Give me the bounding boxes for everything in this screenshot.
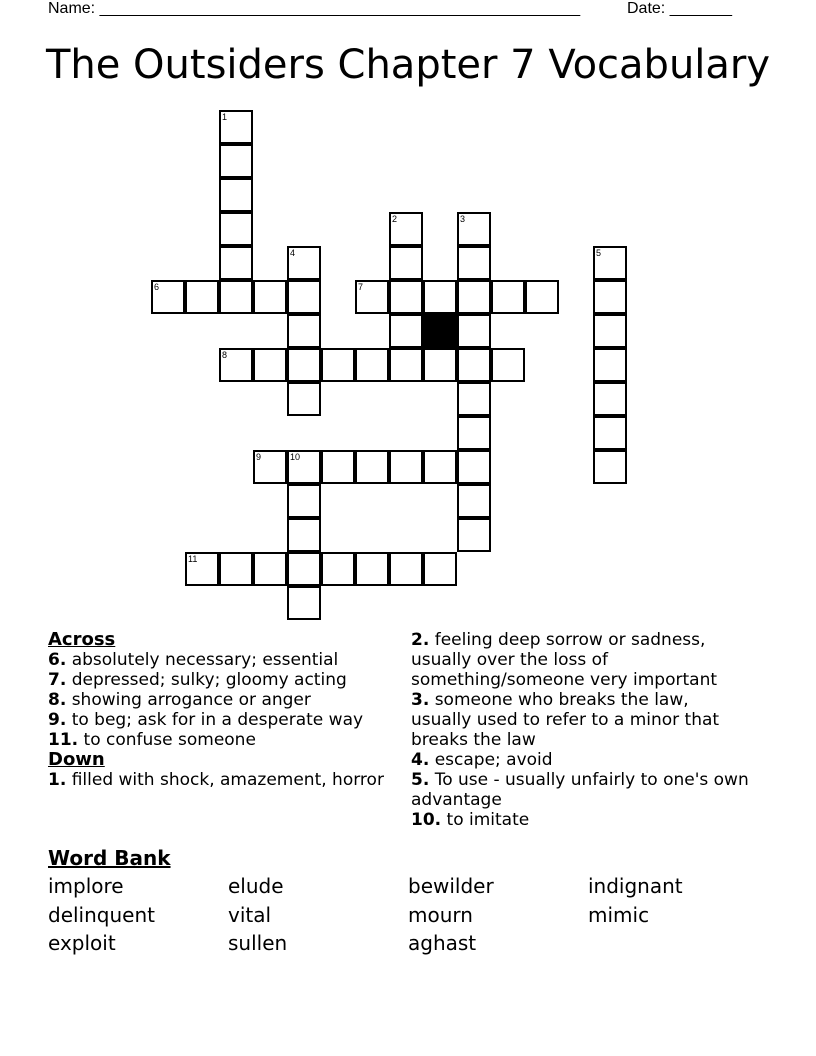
crossword-cell[interactable]	[491, 348, 525, 382]
crossword-cell[interactable]	[321, 552, 355, 586]
crossword-cell[interactable]	[491, 280, 525, 314]
crossword-cell[interactable]	[457, 518, 491, 552]
clue-text: To use - usually unfairly to one's own advantage	[411, 770, 749, 810]
clue-number: 9	[256, 452, 262, 462]
crossword-cell[interactable]	[593, 280, 627, 314]
word-bank-item: mimic	[588, 902, 650, 927]
word-bank-item: sullen	[228, 931, 288, 955]
crossword-cell[interactable]	[287, 484, 321, 518]
crossword-cell[interactable]	[389, 552, 423, 586]
clue-number: 5.	[411, 770, 430, 790]
crossword-cell[interactable]	[457, 212, 491, 246]
crossword-cell[interactable]	[457, 348, 491, 382]
crossword-cell[interactable]	[593, 450, 627, 484]
crossword-cell[interactable]	[253, 552, 287, 586]
date-field-label: Date: _______	[627, 0, 732, 17]
word-bank-item: indignant	[588, 874, 683, 898]
crossword-cell[interactable]	[253, 280, 287, 314]
crossword-cell[interactable]	[525, 280, 559, 314]
crossword-cell[interactable]	[321, 450, 355, 484]
clue-item	[48, 690, 388, 710]
clue-number: 8	[222, 350, 228, 360]
crossword-cell[interactable]	[253, 450, 287, 484]
clue-number: 10	[290, 452, 301, 462]
clue-item	[48, 770, 388, 790]
clue-item	[411, 690, 751, 750]
clue-item	[48, 730, 388, 750]
clue-number: 11.	[48, 730, 79, 750]
crossword-cell[interactable]	[593, 382, 627, 416]
crossword-cell[interactable]	[219, 144, 253, 178]
page-title: The Outsiders Chapter 7 Vocabulary	[45, 42, 771, 88]
clues-right-column	[411, 630, 751, 830]
down-clue-list	[48, 770, 388, 790]
crossword-cell[interactable]	[355, 552, 389, 586]
clues-left-column	[48, 630, 388, 790]
name-field-label: Name: ______________________________________________________	[48, 0, 581, 17]
word-bank-title: Word Bank	[48, 846, 171, 870]
crossword-cell[interactable]	[457, 246, 491, 280]
clue-item	[411, 630, 751, 690]
crossword-cell[interactable]	[593, 314, 627, 348]
blocked-cell	[423, 314, 457, 348]
crossword-cell[interactable]	[389, 280, 423, 314]
word-bank-item: elude	[228, 874, 284, 898]
word-bank	[48, 874, 768, 960]
clue-number: 2	[392, 214, 398, 224]
clue-text: filled with shock, amazement, horror	[71, 770, 384, 790]
crossword-cell[interactable]	[423, 450, 457, 484]
clue-number: 8.	[48, 690, 67, 710]
clue-number: 7.	[48, 670, 67, 690]
crossword-cell[interactable]	[355, 450, 389, 484]
crossword-cell[interactable]	[457, 484, 491, 518]
crossword-cell[interactable]	[287, 348, 321, 382]
clue-text: to imitate	[446, 810, 530, 830]
word-bank-item: exploit	[48, 931, 116, 955]
clue-number: 1	[222, 112, 228, 122]
clue-text: absolutely necessary; essential	[71, 650, 339, 670]
clue-item	[48, 710, 388, 730]
crossword-cell[interactable]	[457, 450, 491, 484]
clue-number: 2.	[411, 630, 430, 650]
clue-number: 6.	[48, 650, 67, 670]
crossword-cell[interactable]	[185, 552, 219, 586]
clue-number: 9.	[48, 710, 67, 730]
clue-number: 5	[596, 248, 602, 258]
clue-number: 1.	[48, 770, 67, 790]
clue-number: 11	[188, 554, 198, 564]
crossword-cell[interactable]	[219, 178, 253, 212]
clue-item	[48, 650, 388, 670]
crossword-cell[interactable]	[423, 280, 457, 314]
clue-number: 3	[460, 214, 466, 224]
crossword-cell[interactable]	[219, 246, 253, 280]
clue-number: 6	[154, 282, 160, 292]
crossword-cell[interactable]	[287, 382, 321, 416]
crossword-cell[interactable]	[593, 246, 627, 280]
crossword-cell[interactable]	[287, 518, 321, 552]
crossword-cell[interactable]	[219, 280, 253, 314]
crossword-cell[interactable]	[355, 348, 389, 382]
crossword-cell[interactable]	[389, 450, 423, 484]
word-bank-item: aghast	[408, 931, 477, 955]
crossword-cell[interactable]	[457, 416, 491, 450]
across-clue-list	[48, 650, 388, 750]
crossword-cell[interactable]	[219, 348, 253, 382]
clue-number: 3.	[411, 690, 430, 710]
crossword-cell[interactable]	[423, 552, 457, 586]
clue-number: 4	[290, 248, 296, 258]
clue-number: 7	[358, 282, 364, 292]
clue-text: feeling deep sorrow or sadness, usually over the loss of something/someone very important	[411, 630, 718, 690]
word-bank-item: implore	[48, 874, 124, 898]
crossword-cell[interactable]	[219, 212, 253, 246]
crossword-cell[interactable]	[457, 280, 491, 314]
crossword-cell[interactable]	[457, 314, 491, 348]
crossword-cell[interactable]	[389, 348, 423, 382]
clue-item	[48, 670, 388, 690]
crossword-cell[interactable]	[287, 246, 321, 280]
crossword-cell[interactable]	[151, 280, 185, 314]
crossword-cell[interactable]	[287, 586, 321, 620]
crossword-cell[interactable]	[389, 314, 423, 348]
word-bank-item: delinquent	[48, 902, 155, 927]
crossword-cell[interactable]	[287, 450, 321, 484]
word-bank-item: bewilder	[408, 874, 494, 898]
crossword-cell[interactable]	[593, 416, 627, 450]
crossword-cell[interactable]	[593, 348, 627, 382]
crossword-cell[interactable]	[219, 552, 253, 586]
crossword-cell[interactable]	[287, 552, 321, 586]
crossword-cell[interactable]	[355, 280, 389, 314]
crossword-cell[interactable]	[219, 110, 253, 144]
clue-text: to confuse someone	[83, 730, 256, 750]
crossword-cell[interactable]	[457, 382, 491, 416]
clue-text: escape; avoid	[434, 750, 553, 770]
crossword-cell[interactable]	[253, 348, 287, 382]
clue-item	[411, 810, 751, 830]
across-heading: Across	[48, 629, 116, 650]
crossword-cell[interactable]	[287, 314, 321, 348]
clue-text: to beg; ask for in a desperate way	[71, 710, 364, 730]
clue-text: someone who breaks the law, usually used to refer to a minor that breaks the law	[411, 690, 720, 750]
down-heading: Down	[48, 749, 105, 770]
clue-item	[411, 770, 751, 810]
clue-text: showing arrogance or anger	[71, 690, 311, 710]
crossword-cell[interactable]	[423, 348, 457, 382]
crossword-cell[interactable]	[389, 212, 423, 246]
word-bank-item: vital	[228, 902, 272, 927]
crossword-cell[interactable]	[389, 246, 423, 280]
crossword-cell[interactable]	[321, 348, 355, 382]
crossword-cell[interactable]	[185, 280, 219, 314]
crossword-cell[interactable]	[287, 280, 321, 314]
clue-number: 4.	[411, 750, 430, 770]
word-bank-item: mourn	[408, 902, 473, 927]
down-clue-list-continued	[411, 630, 751, 830]
clue-number: 10.	[411, 810, 442, 830]
clue-item	[411, 750, 751, 770]
clue-text: depressed; sulky; gloomy acting	[71, 670, 347, 690]
